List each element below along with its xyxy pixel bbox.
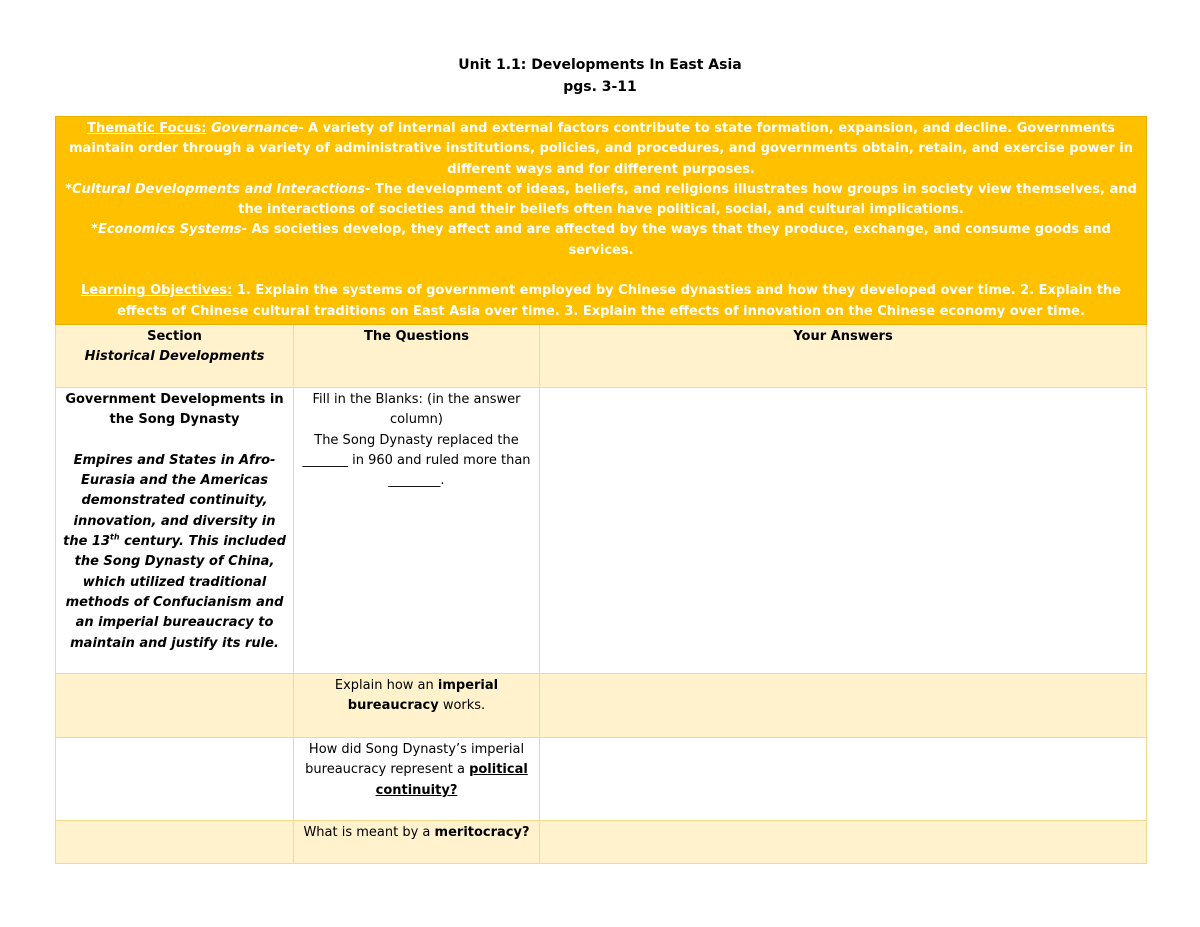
question-fill-blanks [294,387,540,673]
document-title: Unit 1.1: Developments In East Asia [458,57,742,73]
question-political-continuity: How did Song Dynasty’s imperial bureaucracy represent a political continuity? [294,737,540,820]
answer-cell-2[interactable] [540,673,1147,737]
thematic-focus-label: Thematic Focus: [87,121,207,136]
economic-term: *Economics Systems [91,222,242,238]
table-row [56,737,1147,820]
questions-header: The Questions [294,324,540,387]
question-meritocracy: What is meant by a meritocracy? [294,820,540,863]
governance-text: - A variety of internal and external factors contribute to state formation, expansion, and decline. Governments maintain order through a variety of administrative institutions, policies, and procedures, and governments obtain, retain, and exercise power in different ways and for different purposes. [69,121,1133,177]
section-header-label: Section [147,328,202,344]
answer-cell-1[interactable] [540,387,1147,673]
section-header-sub: Historical Developments [84,349,265,365]
answer-cell-3[interactable] [540,737,1147,820]
notes-table [55,116,1147,864]
governance-paragraph [64,119,1138,180]
page-range: pgs. 3-11 [563,79,637,95]
section-cell-empty [56,820,294,863]
column-header-row [56,324,1147,387]
section-cell-empty [56,737,294,820]
governance-term: Governance [211,121,299,136]
learning-objectives-text: 1. Explain the systems of government employed by Chinese dynasties and how they developed over time. 2. Explain the effects of Chinese cultural traditions on East Asia over time. 3. Explain the effects of innovation on the Chinese economy over time. [117,283,1121,319]
answers-header: Your Answers [540,324,1147,387]
question-1-instruction: Fill in the Blanks: (in the answer column) [312,391,521,428]
section-header [56,324,294,387]
cultural-term: *Cultural Developments and Interactions [65,181,366,197]
economic-text: - As societies develop, they affect and are affected by the ways that they produce, exchange, and consume goods and services. [241,222,1111,258]
section-cell [56,387,294,673]
section-cell-empty [56,673,294,737]
question-imperial-bureaucracy: Explain how an imperial bureaucracy works. [294,673,540,737]
learning-objectives-label: Learning Objectives: [81,283,233,299]
table-row [56,673,1147,737]
section-title: Government Developments in the Song Dynasty [65,391,284,428]
objectives-paragraph [64,281,1138,322]
economic-paragraph [64,220,1138,261]
cultural-text: - The development of ideas, beliefs, and religions illustrates how groups in society view themselves, and the interactions of societies and their beliefs often have political, social, and cultural implications. [238,181,1137,218]
table-row [56,387,1147,673]
thematic-focus-cell [56,117,1147,325]
question-1-text: The Song Dynasty replaced the _______ in 960 and ruled more than ________. [302,432,531,489]
section-description: Empires and States in Afro-Eurasia and the Americas demonstrated continuity, innovation, and diversity in the 13th century. This included the Song Dynasty of China, which utilized traditional methods of Confucianism and an imperial bureaucracy to maintain and justify its rule. [63,452,286,651]
focus-row [56,117,1147,325]
answer-cell-4[interactable] [540,820,1147,863]
cultural-paragraph [64,180,1138,221]
table-row [56,820,1147,863]
